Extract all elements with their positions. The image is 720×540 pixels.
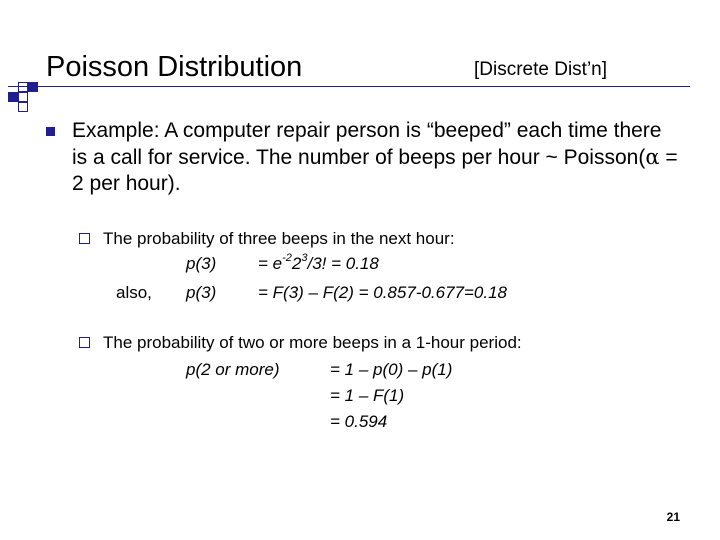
main-bullet-icon: [46, 127, 55, 136]
bullet1-text: The probability of three beeps in the next hour:: [103, 229, 455, 248]
bullet2-text: The probability of two or more beeps in a 1-hour period:: [103, 333, 522, 352]
bullet2-rhs-line2: = 1 – F(1): [330, 386, 405, 405]
decorative-square: [18, 82, 28, 92]
decorative-square: [8, 92, 18, 102]
also-label: also,: [116, 283, 152, 302]
alpha-symbol: α: [645, 145, 660, 169]
checkbox-bullet-icon: [79, 337, 90, 348]
formula-exponent: 3: [301, 252, 308, 265]
page-number: 21: [666, 510, 680, 524]
formula-exponent: -2: [282, 252, 292, 265]
example-text-suffix: = 2 per hour).: [72, 146, 678, 195]
slide-subtitle: [Discrete Dist’n]: [474, 59, 608, 80]
bullet2-rhs-line3: = 0.594: [330, 412, 388, 431]
bullet1-line2-rhs: = F(3) – F(2) = 0.857-0.677=0.18: [258, 283, 508, 302]
checkbox-bullet-icon: [79, 233, 90, 244]
example-text: [72, 118, 682, 197]
bullet2-lhs: p(2 or more): [186, 360, 280, 379]
decorative-square: [18, 92, 28, 102]
decorative-square: [28, 82, 38, 92]
bullet2-rhs-line1: = 1 – p(0) – p(1): [330, 360, 453, 379]
bullet1-line1-rhs: [258, 253, 379, 275]
slide-title: Poisson Distribution: [46, 51, 303, 83]
decorative-square: [18, 102, 28, 112]
example-text-prefix: Example: A computer repair person is “beeped” each time there is a call for service. The number of beeps per hour ~ Poisson(: [72, 119, 662, 169]
formula-part: /3! = 0.18: [307, 254, 379, 273]
title-rule: [8, 86, 690, 87]
bullet1-line2-lhs: p(3): [186, 283, 217, 302]
bullet1-line1-lhs: p(3): [186, 254, 217, 273]
formula-part: 2: [291, 254, 302, 273]
formula-part: = e: [258, 254, 283, 273]
